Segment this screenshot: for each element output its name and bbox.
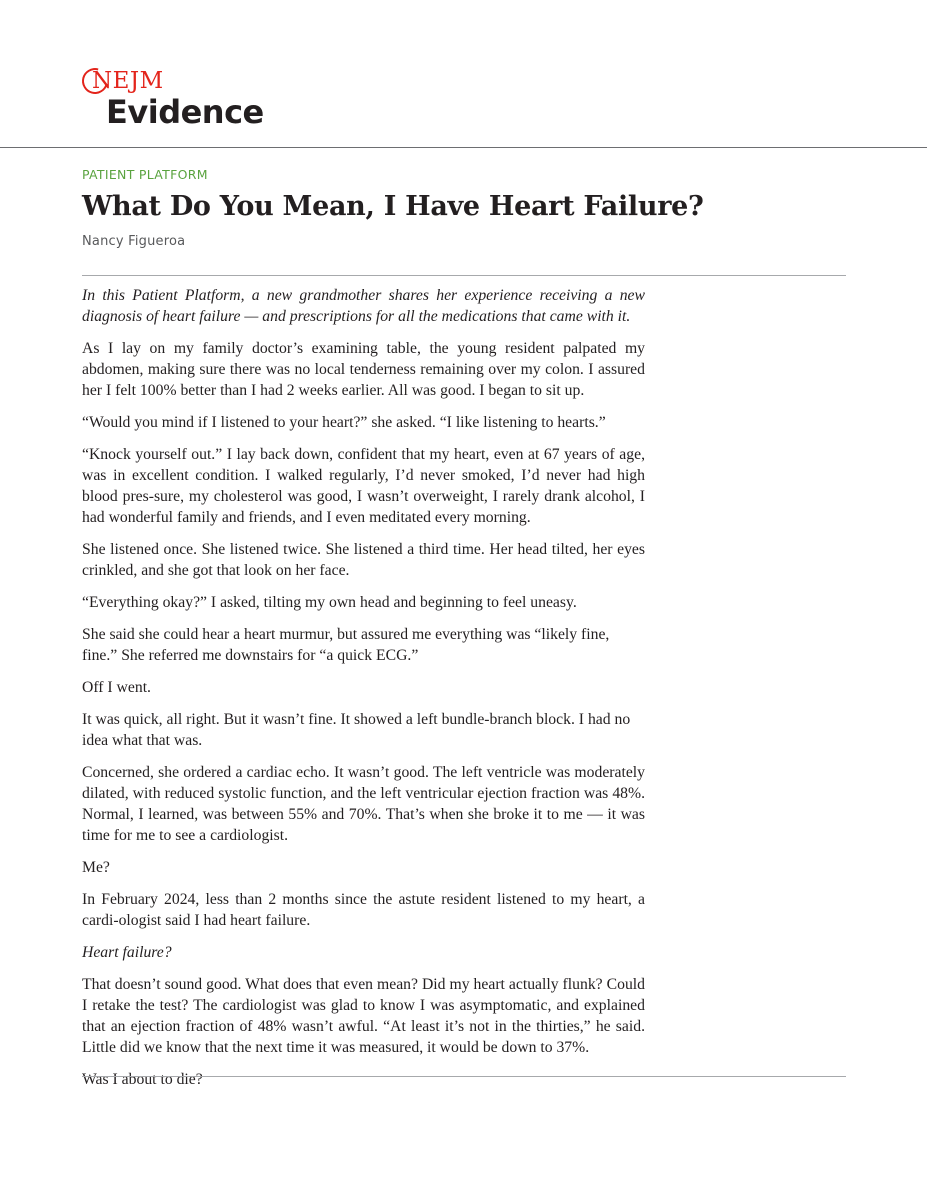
article-paragraph-emphasis: Heart failure?: [82, 944, 172, 961]
footer-divider: [82, 1076, 846, 1077]
article-title: What Do You Mean, I Have Heart Failure?: [82, 191, 704, 222]
nejm-evidence-logo: [82, 66, 264, 132]
logo-nejm-text: NEJM: [92, 68, 164, 94]
article-paragraph: As I lay on my family doctor’s examining table, the young resident palpated my abdomen, making sure there was no local tenderness remaining over my colon. I assured her I felt 100% better than I had 2 weeks earlier. All was good. I began to sit up.: [82, 340, 645, 399]
logo-evidence-text: Evidence: [106, 93, 264, 131]
title-divider: [82, 275, 846, 276]
article-paragraph: Me?: [82, 859, 110, 876]
header-divider: [0, 147, 927, 148]
article-paragraph: Was I about to die?: [82, 1071, 203, 1088]
article-intro: In this Patient Platform, a new grandmother shares her experience receiving a new diagnosis of heart failure — and prescriptions for all the medications that came with it.: [82, 287, 645, 325]
article-author: Nancy Figueroa: [82, 234, 186, 249]
article-paragraph: “Knock yourself out.” I lay back down, confident that my heart, even at 67 years of age, was in excellent condition. I walked regularly, I’d never smoked, I’d never had high blood pres-sure, my cholesterol was good, I wasn’t overweight, I rarely drank alcohol, I had wonderful family and friends, and I even meditated every morning.: [82, 446, 645, 526]
article-paragraph: That doesn’t sound good. What does that even mean? Did my heart actually flunk? Could I retake the test? The cardiologist was glad to know I was asymptomatic, and explained that an ejection fraction of 48% wasn’t awful. “At least it’s not in the thirties,” he said. Little did we know that the next time it was measured, it would be down to 37%.: [82, 976, 645, 1056]
section-label: PATIENT PLATFORM: [82, 167, 208, 182]
article-paragraph: “Would you mind if I listened to your heart?” she asked. “I like listening to hearts.”: [82, 414, 606, 431]
article-paragraph: In February 2024, less than 2 months since the astute resident listened to my heart, a cardi-ologist said I had heart failure.: [82, 891, 645, 929]
article-paragraph: She listened once. She listened twice. She listened a third time. Her head tilted, her eyes crinkled, and she got that look on her face.: [82, 541, 645, 579]
article-paragraph: “Everything okay?” I asked, tilting my own head and beginning to feel uneasy.: [82, 594, 577, 611]
article-paragraph: Concerned, she ordered a cardiac echo. It wasn’t good. The left ventricle was moderately dilated, with reduced systolic function, and the left ventricular ejection fraction was 48%. Normal, I learned, was between 55% and 70%. That’s when she broke it to me — it was time for me to see a cardiologist.: [82, 764, 645, 844]
article-paragraph: Off I went.: [82, 679, 151, 696]
article-body: [82, 285, 645, 1101]
logo-top-row: [82, 66, 164, 96]
article-paragraph: It was quick, all right. But it wasn’t fine. It showed a left bundle-branch block. I had no idea what that was.: [82, 711, 631, 749]
article-paragraph: She said she could hear a heart murmur, but assured me everything was “likely fine, fine.” She referred me downstairs for “a quick ECG.”: [82, 626, 610, 664]
article-paragraph: [82, 942, 645, 963]
